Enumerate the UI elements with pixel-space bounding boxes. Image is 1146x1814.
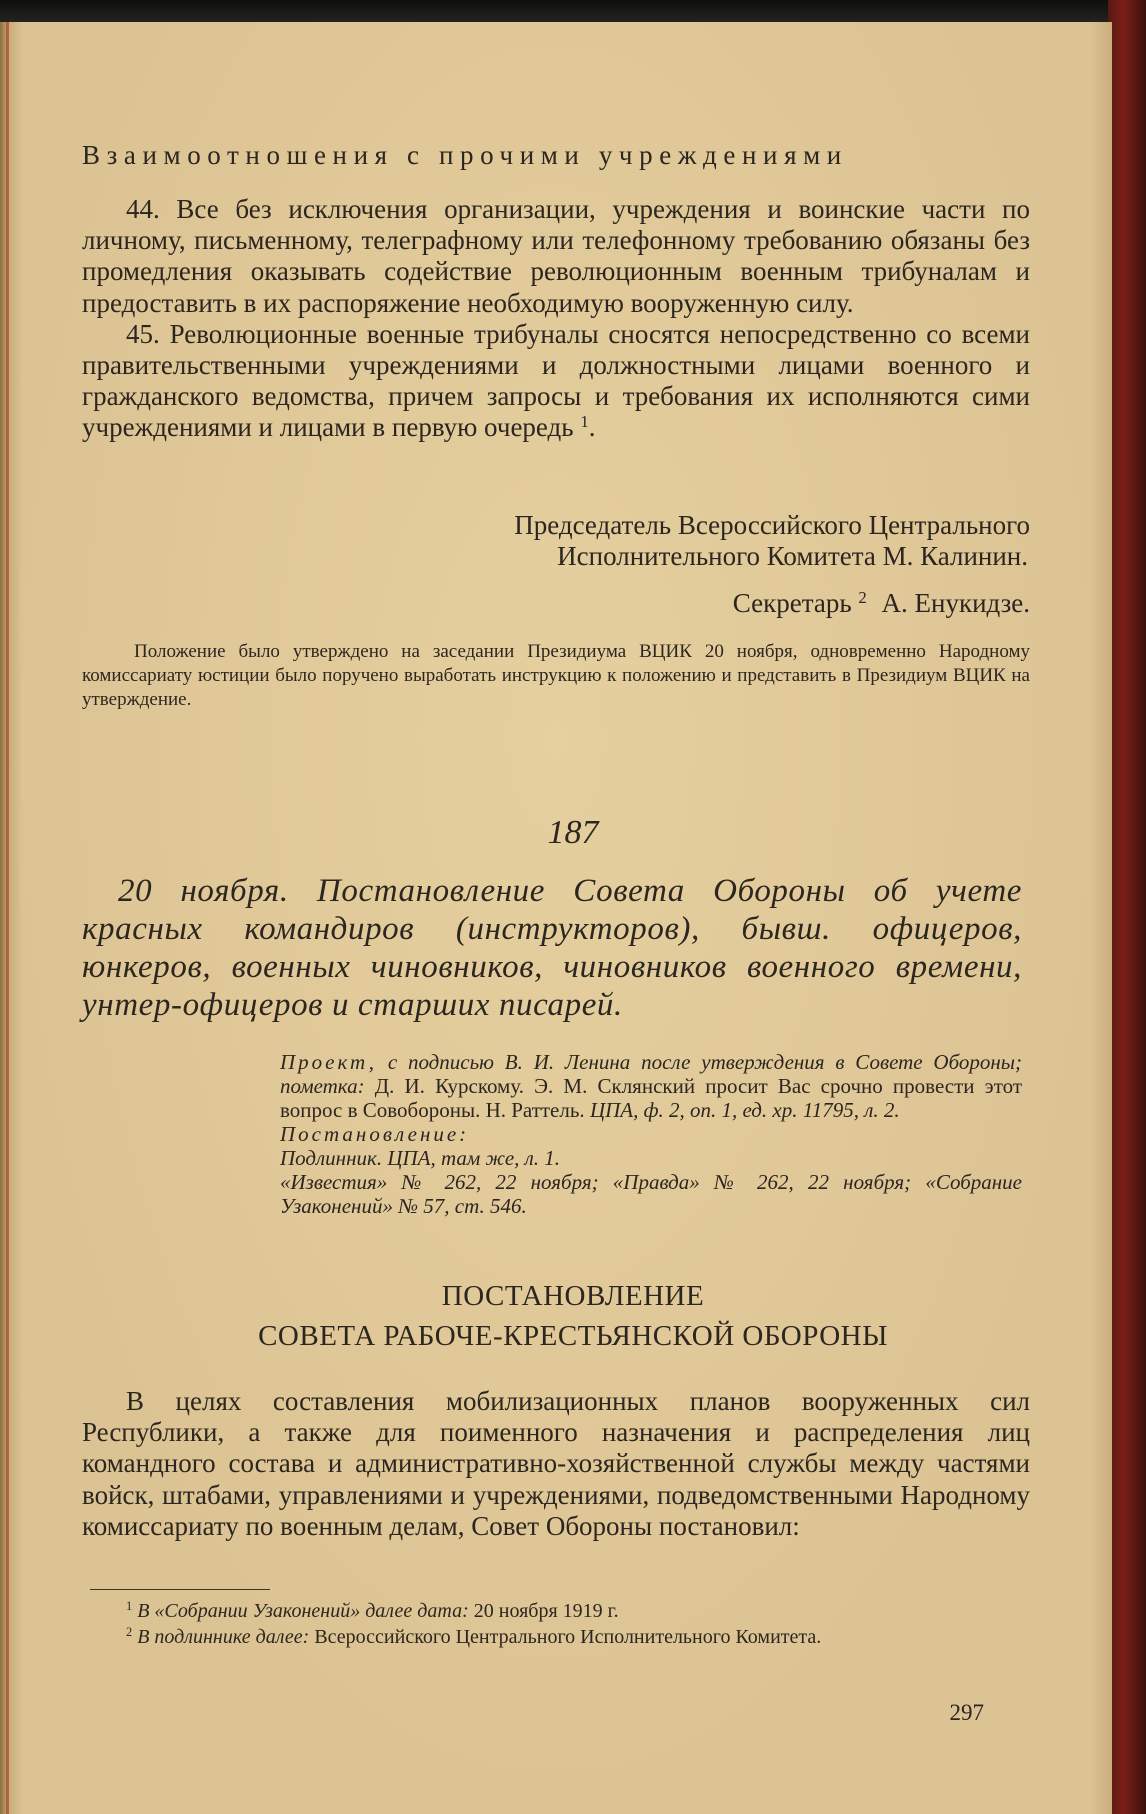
chairman-signature: Председатель Всероссийского Центрального Исполнительного Комитета М. Калинин.: [514, 510, 1030, 571]
article-45: 45. Революционные военные трибуналы сносятся непосредственно со всеми правительственными учреждениями и должностными лицами военного и гражданского ведомства, причем запросы и требования их исполняются сими учреждениями и лицами в первую очередь $^1$.: [82, 318, 1030, 443]
footnote-rule: [90, 1589, 270, 1590]
source-resolution-label: Постановление:: [280, 1122, 470, 1146]
source-original: Подлинник. ЦПА, там же, л. 1.: [280, 1146, 561, 1170]
footnote-ref-1: 1: [580, 412, 589, 432]
source-project: Проект, с подписью В. И. Ленина после утверждения в Совете Обороны; пометка: Д. И. Курскому. Э. М. Склянский просит Вас срочно провести этот вопрос в Совобороны. Н. Раттель. ЦПА, ф. 2, оп. 1, ед. хр. 11795, л. 2.: [280, 1050, 1023, 1122]
resolution-text: В целях составления мобилизационных планов вооруженных сил Республики, а также для поименного назначения и распределения лиц командного состава и административно-хозяйственной службы между частями войск, штабами, управлениями и учреждениями, подведомственными Народному комиссариату по военным делам, Совет Обороны постановил:: [82, 1386, 1030, 1541]
resolution-heading-line1: ПОСТАНОВЛЕНИЕ: [441, 1280, 705, 1312]
footnote-ref-2: 2: [858, 587, 867, 607]
resolution-heading-line2: СОВЕТА РАБОЧЕ-КРЕСТЬЯНСКОЙ ОБОРОНЫ: [258, 1320, 888, 1352]
source-notes: [280, 1050, 1022, 1218]
running-head: Взаимоотношения с прочими учреждениями: [82, 140, 848, 170]
spine-edge: [6, 22, 9, 1814]
secretary-signature: Секретарь $^2$ А. Енукидзе.: [732, 587, 1030, 618]
footnotes: [82, 1598, 1030, 1650]
book-page: [0, 22, 1112, 1814]
book-cover-edge: [1108, 0, 1146, 1814]
approval-note: Положение было утверждено на заседании Президиума ВЦИК 20 ноября, одновременно Народному комиссариату юстиции было поручено выработать инструкцию к положению и представить в Президиум ВЦИК на утверждение.: [82, 641, 1030, 710]
document-title: 20 ноября. Постановление Совета Обороны об учете красных командиров (инструкторов), бывш. офицеров, юнкеров, военных чиновников, чиновников военного времени, унтер-офицеров и старших писарей.: [82, 873, 1022, 1023]
page-number: 297: [949, 1700, 984, 1725]
footnote-1: $^1$ В «Собрании Узаконений» далее дата: 20 ноября 1919 г.: [126, 1599, 619, 1622]
articles: [82, 194, 1030, 444]
article-44: 44. Все без исключения организации, учреждения и воинские части по личному, письменному, телеграфному или телефонному требованию обязаны без промедления оказывать содействие революционным военным трибуналам и предоставить в их распоряжение необходимую вооруженную силу.: [82, 194, 1030, 318]
source-publications: «Известия» № 262, 22 ноября; «Правда» № 262, 22 ноября; «Собрание Узаконений» № 57, ст. 546.: [280, 1170, 1022, 1218]
footnote-2: $^2$ В подлиннике далее: Всероссийского Центрального Исполнительного Комитета.: [126, 1625, 822, 1648]
document-number: 187: [547, 814, 599, 851]
